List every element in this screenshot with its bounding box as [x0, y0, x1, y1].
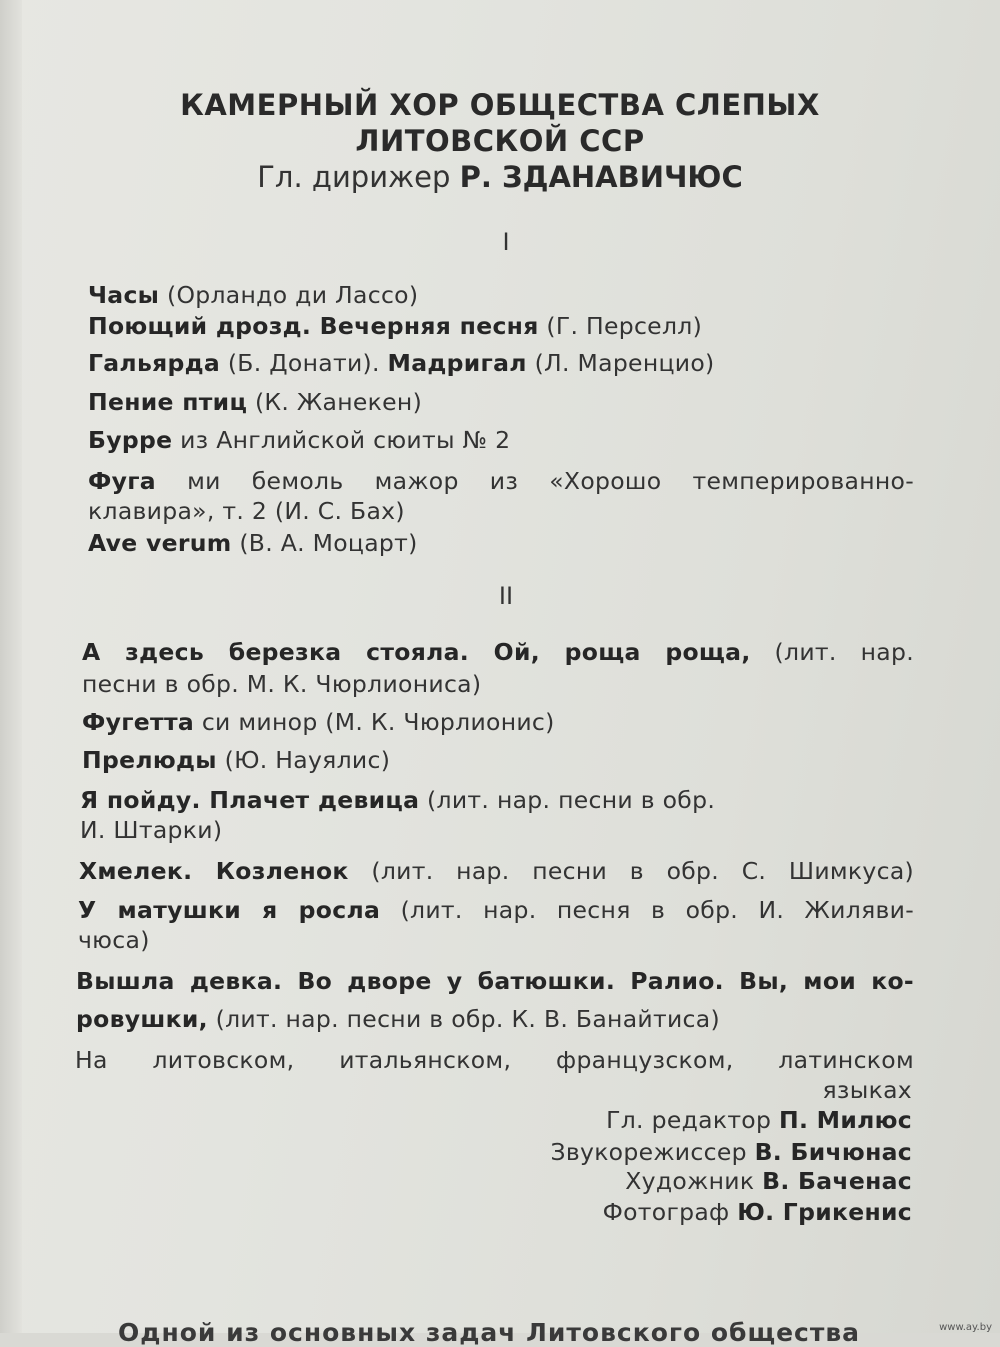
track-title: Поющий дрозд. Вечерняя песня [88, 312, 539, 340]
credit-name: В. Бичюнас [754, 1138, 912, 1166]
track-author: (К. Жанекен) [247, 388, 423, 416]
credit-name: В. Баченас [762, 1167, 912, 1195]
side-2-track-4 [80, 786, 715, 814]
languages-line: На литовском, итальянском, французском, латинском [75, 1046, 914, 1074]
side-2-track-7 [76, 967, 914, 995]
track-title: У матушки я росла [78, 896, 381, 924]
track-title: Хмелек. Козленок [79, 857, 349, 885]
side-1-track-1 [88, 281, 418, 309]
side-2-track-4-cont: И. Штарки) [80, 816, 223, 844]
track-author: (Л. Маренцио) [526, 349, 715, 377]
credit-photographer [603, 1198, 912, 1226]
track-title: Фуга [88, 467, 156, 495]
title-line-1: КАМЕРНЫЙ ХОР ОБЩЕСТВА СЛЕПЫХ [180, 88, 820, 122]
track-title: Ave verum [88, 529, 232, 557]
track-title: Часы [88, 281, 160, 309]
paper-edge [0, 0, 22, 1333]
side-2-track-5 [79, 857, 914, 885]
credit-editor [606, 1106, 912, 1134]
side-2-track-1 [82, 638, 914, 666]
side-1-track-6 [88, 467, 914, 495]
conductor-name: Р. ЗДАНАВИЧЮС [459, 160, 743, 194]
track-title: ровушки, [76, 1005, 208, 1033]
track-title: Прелюды [82, 746, 217, 774]
watermark: www.ay.by [939, 1322, 992, 1333]
side-2-track-7-cont [76, 1005, 720, 1033]
side-1-track-4 [88, 388, 422, 416]
side-1-track-2 [88, 312, 702, 340]
side-2-track-3 [82, 746, 390, 774]
credit-name: П. Милюс [778, 1106, 912, 1134]
track-description: из Английской сюиты № 2 [172, 426, 511, 454]
side-2-track-6-cont: чюса) [78, 926, 150, 954]
track-author: (лит. нар. песни в обр. К. В. Банайтиса) [207, 1005, 720, 1033]
side-2-track-1-cont: песни в обр. М. К. Чюрлиониса) [82, 670, 482, 698]
track-author: (лит. нар. песня в обр. И. Жиляви- [380, 896, 915, 924]
conductor-label: Гл. дирижер [257, 160, 451, 194]
conductor-line [0, 160, 1000, 194]
track-title: Я пойду. Плачет девица [80, 786, 420, 814]
track-title: А здесь березка стояла. Ой, роща роща, [82, 638, 751, 666]
credit-role: Гл. редактор [606, 1106, 772, 1134]
track-title: Пение птиц [88, 388, 248, 416]
title-line-2: ЛИТОВСКОЙ ССР [355, 124, 645, 158]
side-1-track-6-cont: клавира», т. 2 (И. С. Бах) [88, 497, 405, 525]
track-author: (Орландо ди Лассо) [159, 281, 419, 309]
track-title: Фугетта [82, 708, 195, 736]
track-title: Гальярда [88, 349, 221, 377]
languages-line-cont: языках [822, 1076, 912, 1104]
track-description: си минор (М. К. Чюрлионис) [194, 708, 555, 736]
track-title: Бурре [88, 426, 173, 454]
track-author: (лит. нар. песни в обр. [419, 786, 716, 814]
side-1-track-7 [88, 529, 418, 557]
track-description: ми бемоль мажор из «Хорошо темперированно- [155, 467, 914, 495]
track-author: (В. А. Моцарт) [231, 529, 418, 557]
track-author: (Ю. Науялис) [216, 746, 391, 774]
credit-role: Звукорежиссер [550, 1138, 747, 1166]
track-title: Мадригал [387, 349, 527, 377]
credit-role: Фотограф [602, 1198, 730, 1226]
credit-sound-engineer [550, 1138, 912, 1166]
side-2-label: II [498, 582, 514, 610]
track-author: (лит. нар. [750, 638, 914, 666]
side-2-track-2 [82, 708, 555, 736]
credit-role: Художник [625, 1167, 755, 1195]
side-1-track-5 [88, 426, 510, 454]
track-author: (лит. нар. песни в обр. С. Шимкуса) [348, 857, 915, 885]
side-2-track-6 [78, 896, 914, 924]
side-1-track-3 [88, 349, 715, 377]
track-author: (Г. Перселл) [538, 312, 703, 340]
credit-name: Ю. Грикенис [737, 1198, 912, 1226]
track-author: (Б. Донати). [220, 349, 388, 377]
credit-artist [625, 1167, 912, 1195]
side-1-label: I [502, 228, 510, 256]
footer-cut-text: Одной из основных задач Литовского общества [118, 1318, 861, 1347]
track-title: Вышла девка. Во дворе у батюшки. Ралио. Вы, мои ко- [76, 967, 914, 995]
